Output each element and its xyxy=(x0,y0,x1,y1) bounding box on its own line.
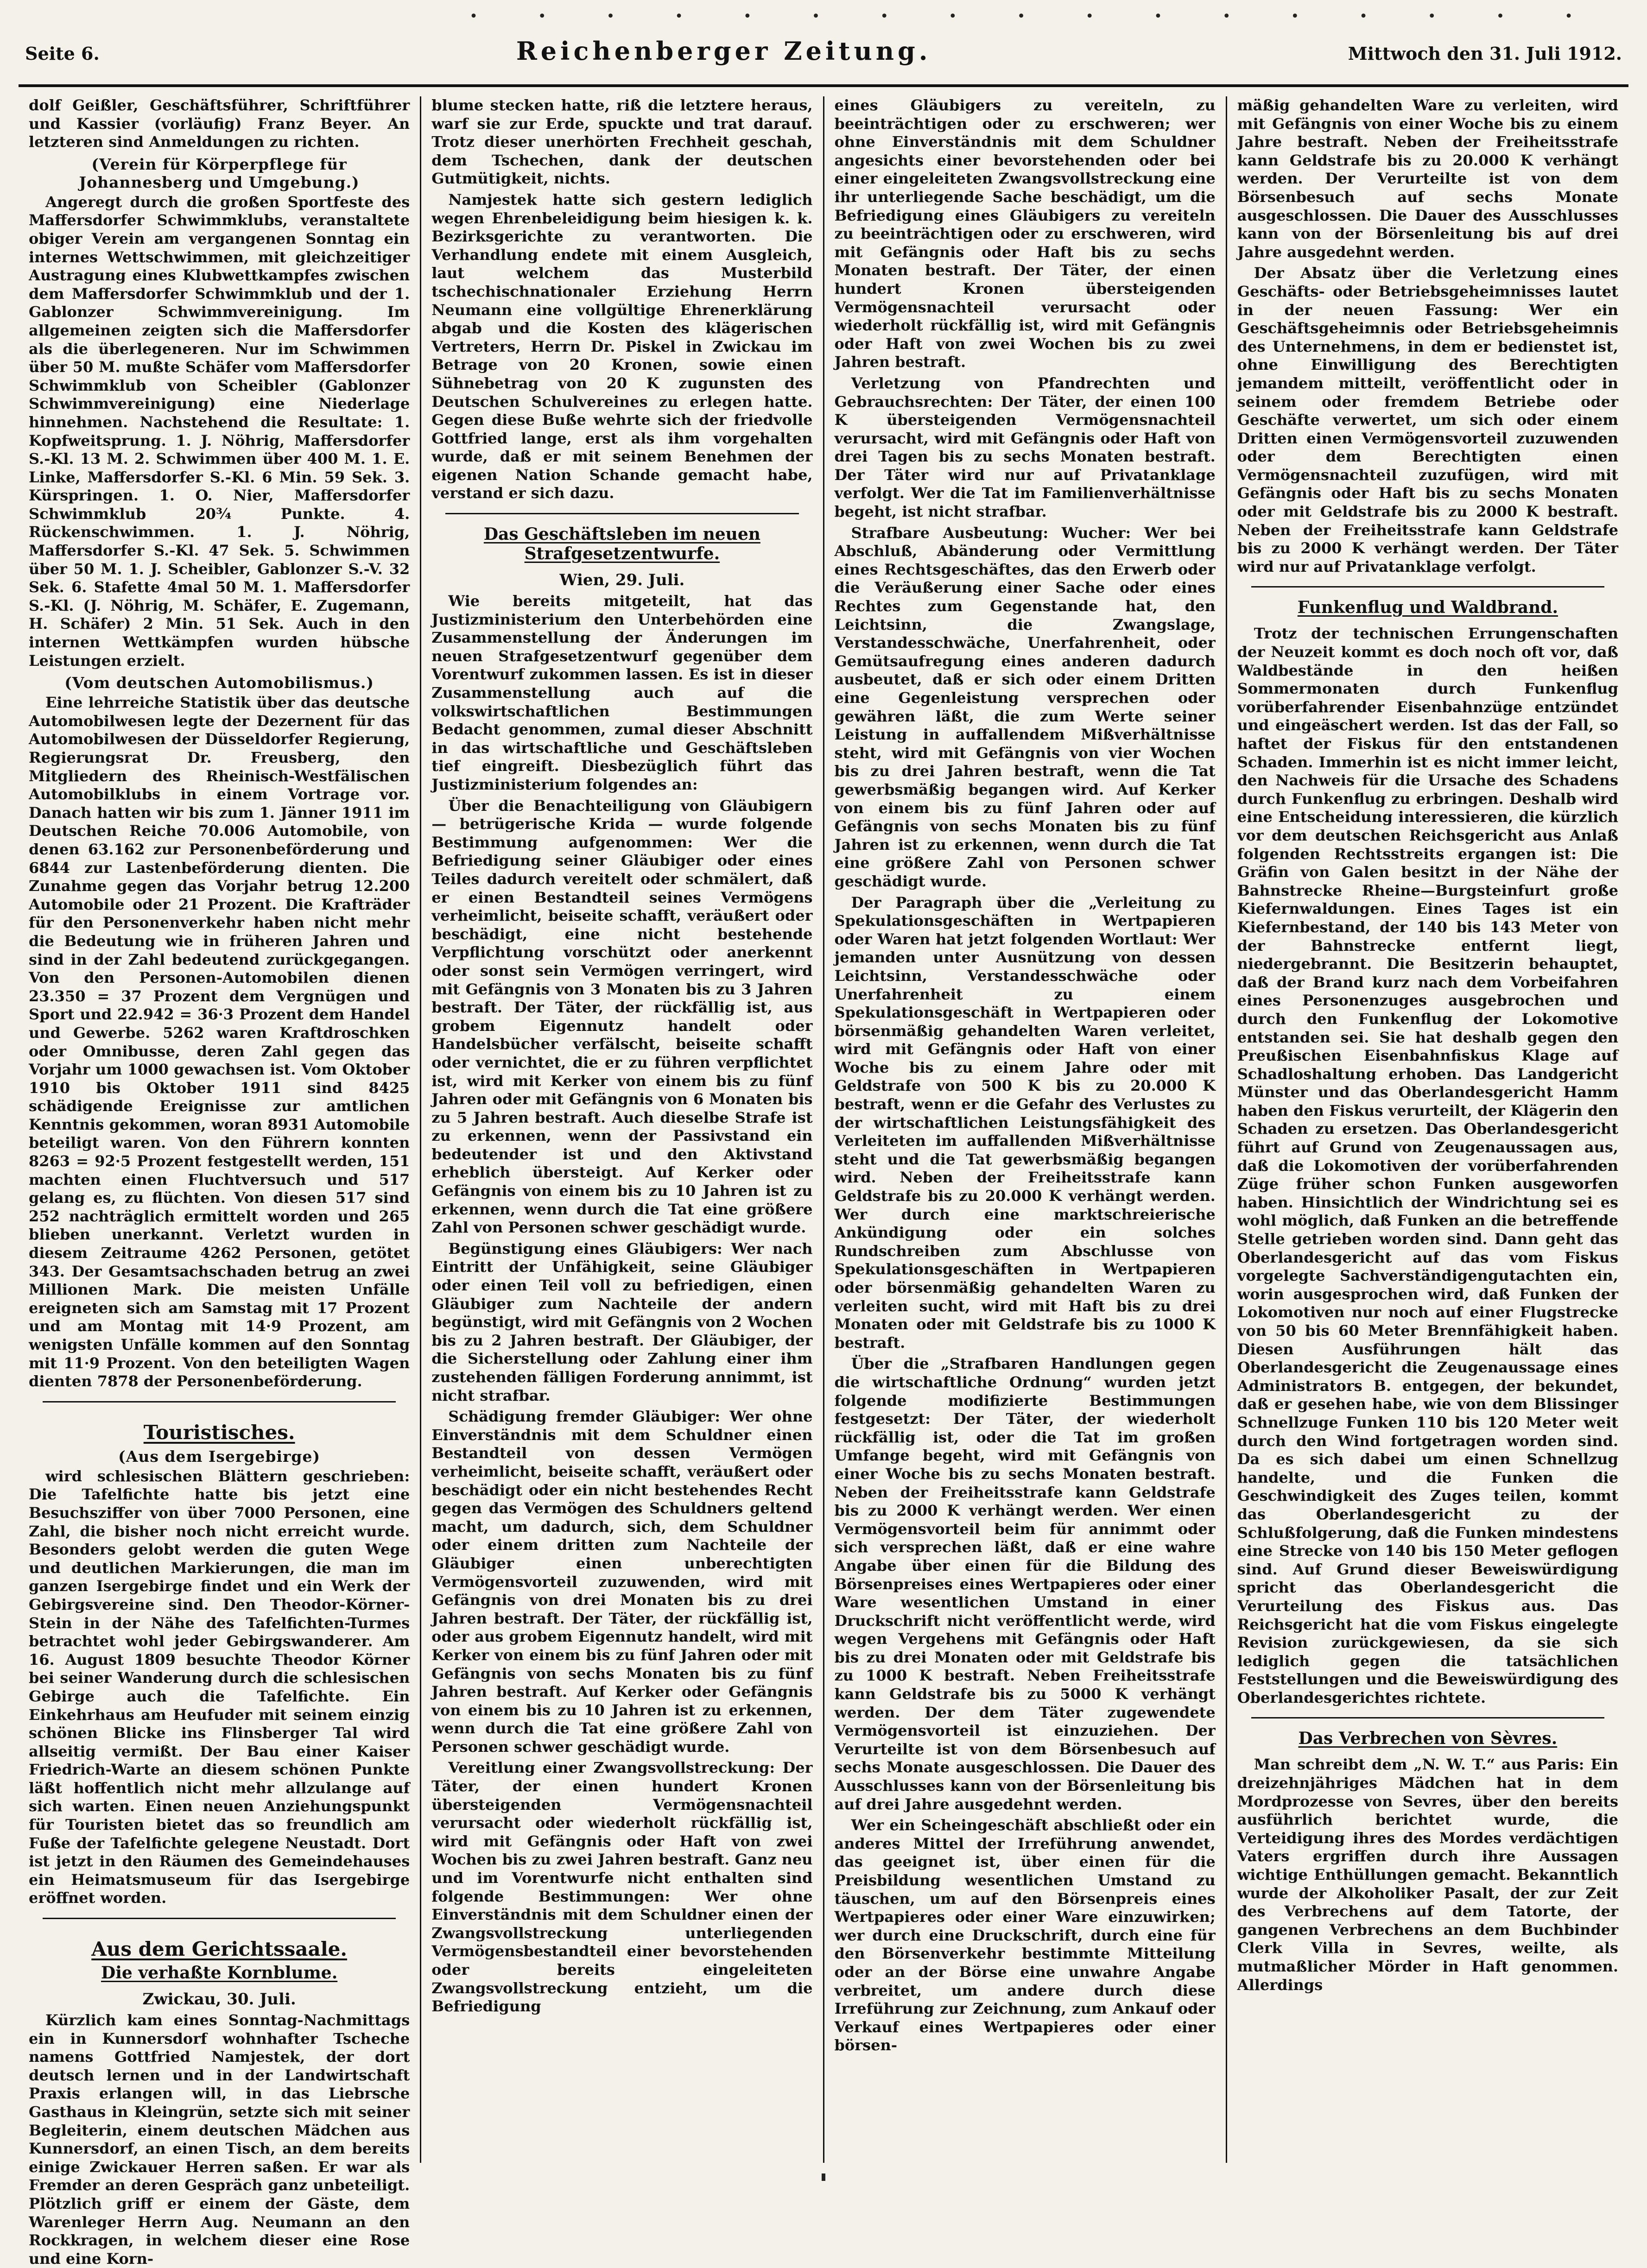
article-paragraph: mäßig gehandelten Ware zu verleiten, wird mit Gefängnis von einer Woche bis zu einem Jahre bestraft. Neben der Freiheitsstrafe kann Geldstrafe bis zu 20.000 K verhängt werden. Der Verurteilte ist von dem Börsenbesuch auf sechs Monate ausgeschlossen. Die Dauer des Ausschlusses kann von der Börsenleitung bis auf drei Jahre ausgedehnt werden. xyxy=(1237,96,1618,261)
masthead xyxy=(19,36,1628,87)
section-heading: Aus dem Gerichtssaale. xyxy=(91,1938,347,1961)
newspaper-title: Reichenberger Zeitung. xyxy=(516,36,931,66)
article-paragraph: Über die Benachteiligung von Gläubigern — betrügerische Krida — wurde folgende Bestimmung aufgenommen: Wer die Befriedigung seiner Gläubiger oder eines Teiles dadurch vereitelt oder schmälert, daß er einen Bestandteil seines Vermögens verheimlicht, beiseite schafft, veräußert oder beschädigt, eine nicht bestehende Verpflichtung vorschützt oder anerkennt oder sonst sein Vermögen verringert, wird mit Gefängnis von 3 Monaten bis zu 3 Jahren bestraft. Der Täter, der rückfällig ist, aus grobem Eigennutz handelt oder Handelsbücher verfälscht, beiseite schafft oder vernichtet, die er zu führen verpflichtet ist, wird mit Kerker von einem bis zu fünf Jahren oder mit Gefängnis von 6 Monaten bis zu 5 Jahren bestraft. Auch dieselbe Strafe ist zu erkennen, wenn der Passivstand ein bedeutender ist und den Aktivstand erheblich übersteigt. Auf Kerker oder Gefängnis von einem bis zu 10 Jahren ist zu erkennen, wenn durch die Tat eine größere Zahl von Personen schwer geschädigt wurde. xyxy=(431,796,813,1237)
dateline: Zwickau, 30. Juli. xyxy=(142,1990,296,2009)
section-divider xyxy=(445,513,798,514)
article-paragraph: wird schlesischen Blättern geschrieben: Die Tafelfichte hatte bis jetzt eine Besuchsziffer von über 7000 Personen, eine Zahl, die bisher noch nicht erreicht wurde. Besonders gelobt werden die guten Wege und deutlichen Markierungen, die man im ganzen Isergebirge findet und ein Werk der Gebirgsvereine sind. Den Theodor-Körner-Stein in der Nähe des Tafelfichten-Turmes betrachtet wohl jeder Gebirgswanderer. Am 16. August 1809 besuchte Theodor Körner bei seiner Wanderung durch die schlesischen Gebirge auch die Tafelfichte. Ein Einkehrhaus am Heufuder mit seinem einzig schönen Blicke ins Flinsberger Tal wird allseitig vermißt. Der Bau einer Kaiser Friedrich-Warte an diesem schönen Punkte läßt hoffentlich nicht mehr allzulange auf sich warten. Einen neuen Anziehungspunkt für Touristen bietet das so freundlich am Fuße der Tafelfichte gelegene Neustadt. Dort ist jetzt in den Räumen des Gemeindehauses ein Heimatsmuseum für das Isergebirge eröffnet worden. xyxy=(29,1467,410,1907)
article-paragraph: Trotz der technischen Errungenschaften der Neuzeit kommt es doch noch oft vor, daß Waldbestände in den heißen Sommermonaten durch Funkenflug vorüberfahrender Eisenbahnzüge entzündet und eingeäschert werden. Ist das der Fall, so haftet der Fiskus für den entstandenen Schaden. Immerhin ist es nicht immer leicht, den Nachweis für die Ursache des Schadens durch Funkenflug zu erbringen. Deshalb wird eine Entscheidung interessieren, die kürzlich vor dem deutschen Reichsgericht aus Anlaß folgenden Rechtsstreits ergangen ist: Die Gräfin von Galen besitzt in der Nähe der Bahnstrecke Rheine—Burgsteinfurt große Kiefernwaldungen. Eines Tages ist ein Kiefernbestand, der 140 bis 143 Meter von der Bahnstrecke entfernt liegt, niedergebrannt. Die Besitzerin behauptet, daß der Brand kurz nach dem Vorbeifahren eines Personenzuges ausgebrochen und durch den Funkenflug der Lokomotive entstanden sei. Sie hat deshalb gegen den Preußischen Eisenbahnfiskus Klage auf Schadloshaltung erhoben. Das Landgericht Münster und das Oberlandesgericht Hamm haben den Fiskus verurteilt, der Klägerin den Schaden zu ersetzen. Das Oberlandesgericht führt auf Grund von Zeugenaussagen aus, daß die Lokomotiven der vorüberfahrenden Züge früher schon Funken ausgeworfen haben. Hinsichtlich der Windrichtung sei es wohl möglich, daß Funken an die betreffende Stelle getrieben worden sind. Dann geht das Oberlandesgericht auf das vom Fiskus vorgelegte Sachverständigengutachten ein, worin ausgesprochen wird, daß Funken der Lokomotiven nur noch auf einer Flugstrecke von 50 bis 60 Meter Brennfähigkeit haben. Diesen Ausführungen hält das Oberlandesgericht die Zeugenaussage eines Administrators B. entgegen, der bekundet, daß er gesehen habe, wie von dem Blissinger Schnellzuge Funken 110 bis 120 Meter weit durch den Wind fortgetragen worden sind. Da es sich dabei um einen Schnellzug handelte, und die Funken die Geschwindigkeit des Zuges teilen, kommt das Oberlandesgericht zu der Schlußfolgerung, daß die Funken mindestens eine Strecke von 140 bis 150 Meter geflogen sind. Auf Grund dieser Beweiswürdigung spricht das Oberlandesgericht die Verurteilung des Fiskus aus. Das Reichsgericht hat die vom Fiskus eingelegte Revision zurückgewiesen, da sie sich lediglich gegen die tatsächlichen Feststellungen und die Beweiswürdigung des Oberlandesgerichtes richtete. xyxy=(1237,625,1618,1706)
dateline: Wien, 29. Juli. xyxy=(559,571,685,590)
article-headline: Funkenflug und Waldbrand. xyxy=(1297,598,1558,618)
article-paragraph: Kürzlich kam eines Sonntag-Nachmittags ein in Kunnersdorf wohnhafter Tscheche namens Gottfried Namjestek, der dort deutsch lernen und in der Landwirtschaft Praxis erlangen will, in das Liebrsche Gasthaus in Kleingrün, setzte sich mit seiner Begleiterin, einem deutschen Mädchen aus Kunnersdorf, an einen Tisch, an dem bereits einige Zwickauer Herren saßen. Er war als Fremder an deren Gespräch ganz unbeteiligt. Plötzlich griff er einem der Gäste, dem Warenleger Herrn Aug. Neumann an den Rockkragen, in welchem dieser eine Rose und eine Korn- xyxy=(29,2011,410,2268)
section-subheading: (Vom deutschen Automobilismus.) xyxy=(64,674,374,692)
article-paragraph: Der Paragraph über die „Verleitung zu Spekulationsgeschäften in Wertpapieren oder Waren hat jetzt folgenden Wortlaut: Wer jemanden unter Ausnützung von dessen Leichtsinn, Verstandesschwäche oder Unerfahrenheit zu einem Spekulationsgeschäft in Wertpapieren oder börsenmäßig gehandelten Waren verleitet, wird mit Gefängnis oder Haft von einer Woche bis zu einem Jahre oder mit Geldstrafe von 500 K bis zu 20.000 K bestraft, wenn er die Gefahr des Verlustes zu der wirtschaftlichen Leistungsfähigkeit des Verleiteten im auffallenden Mißverhältnisse steht und die Tat gewerbsmäßig begangen wird. Neben der Freiheitsstrafe kann Geldstrafe bis zu 20.000 K verhängt werden. Wer durch eine marktschreierische Ankündigung oder ein solches Rundschreiben zum Abschlusse von Spekulationsgeschäften in Wertpapieren oder börsenmäßig gehandelten Waren zu verleiten sucht, wird mit Haft bis zu drei Monaten oder mit Geldstrafe bis zu 1000 K bestraft. xyxy=(834,893,1216,1352)
section-divider xyxy=(43,1918,396,1919)
column-2 xyxy=(421,96,824,2163)
article-paragraph: Verletzung von Pfandrechten und Gebrauchsrechten: Der Täter, der einen 100 K übersteigenden Vermögensnachteil verursacht, wird mit Gefängnis oder Haft von drei Tagen bis zu sechs Monaten bestraft. Der Täter wird nur auf Privatanklage verfolgt. Wer die Tat im Familienverhältnisse begeht, ist nicht strafbar. xyxy=(834,374,1216,521)
article-paragraph: dolf Geißler, Geschäftsführer, Schriftführer und Kassier (vorläufig) Franz Beyer. An letzteren sind Anmeldungen zu richten. xyxy=(29,96,410,151)
section-subheading: (Verein für Körperpflege für Johannesberg und Umgebung.) xyxy=(79,155,360,191)
article-paragraph: Wer ein Scheingeschäft abschließt oder ein anderes Mittel der Irreführung anwendet, das geeignet ist, über einen für die Preisbildung wesentlichen Umstand zu täuschen, um auf den Börsenpreis eines Wertpapieres oder einer Ware einzuwirken; wer durch eine Druckschrift, durch eine für den Börsenverkehr bestimmte Mitteilung oder an der Börse eine unwahre Angabe verbreitet, um andere durch diese Irreführung zur Zeichnung, zum Ankauf oder Verkauf eines Wertpapieres oder einer börsen- xyxy=(834,1816,1216,2054)
section-divider xyxy=(1251,1717,1604,1718)
article-paragraph: Schädigung fremder Gläubiger: Wer ohne Einverständnis mit dem Schuldner einen Bestandteil von dessen Vermögen verheimlicht, beiseite schafft, veräußert oder beschädigt oder ein nicht bestehendes Recht gegen das Vermögen des Schuldners geltend macht, um dadurch, sich, dem Schuldner oder einem dritten zum Nachteile der Gläubiger einen unberechtigten Vermögensvorteil zuzuwenden, wird mit Gefängnis von drei Monaten bis zu drei Jahren bestraft. Der Täter, der rückfällig ist, oder aus grobem Eigennutz handelt, wird mit Kerker von einem bis zu fünf Jahren oder mit Gefängnis von sechs Monaten bis zu fünf Jahren bestraft. Auf Kerker oder Gefängnis von einem bis zu 10 Jahren ist zu erkennen, wenn durch die Tat eine größere Zahl von Personen schwer geschädigt wurde. xyxy=(431,1408,813,1756)
section-heading: Touristisches. xyxy=(143,1421,295,1444)
article-paragraph: Angeregt durch die großen Sportfeste des Maffersdorfer Schwimmklubs, veranstaltete obiger Verein am vergangenen Sonntag ein internes Wettschwimmen, mit gleichzeitiger Austragung eines Klubwettkampfes zwischen dem Maffersdorfer Schwimmklub und der 1. Gablonzer Schwimmvereinigung. Im allgemeinen zeigten sich die Maffersdorfer als die überlegeneren. Nur im Schwimmen über 50 M. mußte Schäfer vom Maffersdorfer Schwimmklub von Scheibler (Gablonzer Schwimmvereinigung) eine Niederlage hinnehmen. Nachstehend die Resultate: 1. Kopfweitsprung. 1. J. Nöhrig, Maffersdorfer S.-Kl. 13 M. 2. Schwimmen über 400 M. 1. E. Linke, Maffersdorfer S.-Kl. 6 Min. 59 Sek. 3. Kürspringen. 1. O. Nier, Maffersdorfer Schwimmklub 20¾ Punkte. 4. Rückenschwimmen. 1. J. Nöhrig, Maffersdorfer S.-Kl. 47 Sek. 5. Schwimmen über 50 M. 1. J. Scheibler, Gablonzer S.-V. 32 Sek. 6. Stafette 4mal 50 M. 1. Maffersdorfer S.-Kl. (J. Nöhrig, M. Schäfer, E. Zugemann, H. Schäfer) 2 Min. 51 Sek. Auch in den internen Wettkämpfen wurden hübsche Leistungen erzielt. xyxy=(29,193,410,670)
section-subheading: (Aus dem Isergebirge) xyxy=(118,1447,321,1466)
column-3 xyxy=(824,96,1227,2163)
article-paragraph: Strafbare Ausbeutung: Wucher: Wer bei Abschluß, Abänderung oder Vermittlung eines Rechtsgeschäftes, das den Erwerb oder die Veräußerung einer Sache oder eines Rechtes zum Gegenstande hat, den Leichtsinn, die Zwangslage, Verstandesschwäche, Unerfahrenheit, oder Gemütsaufregung eines anderen dadurch ausbeutet, daß er sich oder einem Dritten eine Gegenleistung versprechen oder gewähren läßt, die zum Werte seiner Leistung in auffallendem Mißverhältnisse steht, wird mit Gefängnis von vier Wochen bis zu drei Jahren bestraft, wenn die Tat gewerbsmäßig begangen wird. Auf Kerker von einem bis zu fünf Jahren oder auf Gefängnis von sechs Monaten bis zu fünf Jahren ist zu erkennen, wenn durch die Tat eine größere Zahl von Personen schwer geschädigt wurde. xyxy=(834,524,1216,890)
article-paragraph: Eine lehrreiche Statistik über das deutsche Automobilwesen legte der Dezernent für das Automobilwesen der Düsseldorfer Regierung, Regierungsrat Dr. Freusberg, den Mitgliedern des Rheinisch-Westfälischen Automobilklubs in einem Vortrage vor. Danach hatten wir bis zum 1. Jänner 1911 im Deutschen Reiche 70.006 Automobile, von denen 63.162 zur Personenbeförderung und 6844 zur Lastenbeförderung dienten. Die Zunahme gegen das Vorjahr betrug 12.200 Automobile oder 21 Prozent. Die Krafträder für den Personenverkehr haben nicht mehr die Bedeutung wie in früheren Jahren und sind in der Zahl bedeutend zurückgegangen. Von den Personen-Automobilen dienen 23.350 = 37 Prozent dem Vergnügen und Sport und 22.942 = 36·3 Prozent dem Handel und Gewerbe. 5262 waren Kraftdroschken oder Omnibusse, deren Zahl gegen das Vorjahr um 1000 gewachsen ist. Vom Oktober 1910 bis Oktober 1911 sind 8425 schädigende Ereignisse zur amtlichen Kenntnis gekommen, woran 8931 Automobile beteiligt waren. Von den Führern konnten 8263 = 92·5 Prozent festgestellt werden, 151 machten einen Fluchtversuch und 517 gelang es, zu flüchten. Von diesen 517 sind 252 nachträglich ermittelt worden und 265 blieben unerkannt. Verletzt wurden in diesem Zeitraume 4262 Personen, getötet 343. Der Gesamtsachschaden betrug an zwei Millionen Mark. Die meisten Unfälle ereigneten sich am Samstag mit 17 Prozent und am Montag mit 14·9 Prozent, am wenigsten Unfälle kommen auf den Sonntag mit 11·9 Prozent. Von den beteiligten Wagen dienten 7878 der Personenbeförderung. xyxy=(29,694,410,1390)
article-paragraph: Namjestek hatte sich gestern lediglich wegen Ehrenbeleidigung beim hiesigen k. k. Bezirksgerichte zu verantworten. Die Verhandlung endete mit einem Ausgleich, laut welchem das Musterbild tschechischnationaler Erziehung Herrn Neumann eine vollgültige Ehrenerklärung abgab und die Kosten des klägerischen Vertreters, Herrn Dr. Piskel in Zwickau im Betrage von 20 Kronen, sowie einen Sühnebetrag von 20 K zugunsten des Deutschen Schulvereines zu erlegen hatte. Gegen diese Buße wehrte sich der friedvolle Gottfried lange, erst als ihm vorgehalten wurde, daß er mit seinem Benehmen der eigenen Nation Schande gemacht habe, verstand er sich dazu. xyxy=(431,190,813,502)
bottom-margin-mark xyxy=(822,2173,825,2181)
article-headline: Das Geschäftsleben im neuen Strafgesetzentwurfe. xyxy=(483,524,760,564)
article-paragraph: Über die „Strafbaren Handlungen gegen die wirtschaftliche Ordnung“ wurden jetzt folgende modifizierte Bestimmungen festgesetzt: Der Täter, der wiederholt rückfällig ist, oder die Tat im großen Umfange begeht, wird mit Gefängnis von einer Woche bis zu sechs Monaten bestraft. Neben der Freiheitsstrafe kann Geldstrafe bis zu 2000 K verhängt werden. Wer einen Vermögensvorteil beim für annimmt oder sich versprechen läßt, daß er eine wahre Angabe über einen für die Bildung des Börsenpreises eines Wertpapieres oder einer Ware wesentlichen Umstand in einer Druckschrift nicht veröffentlicht werde, wird wegen Vergehens mit Gefängnis oder Haft bis zu drei Monaten oder mit Geldstrafe bis zu 1000 K bestraft. Neben Freiheitsstrafe kann Geldstrafe bis zu 5000 K verhängt werden. Der dem Täter zugewendete Vermögensvorteil ist einzuziehen. Der Verurteilte ist von dem Börsenbesuch auf sechs Monate ausgeschlossen. Die Dauer des Ausschlusses kann von der Börsenleitung bis auf drei Jahre ausgedehnt werden. xyxy=(834,1355,1216,1813)
article-paragraph: Vereitlung einer Zwangsvollstreckung: Der Täter, der einen hundert Kronen übersteigenden Vermögensnachteil verursacht oder wiederholt rückfällig ist, wird mit Gefängnis oder Haft von zwei Wochen bis zu zwei Jahren bestraft. Ganz neu und im Vorentwurfe nicht enthalten sind folgende Bestimmungen: Wer ohne Einverständnis mit dem Schuldner einen der Zwangsvollstreckung unterliegenden Vermögensbestandteil einer bevorstehenden oder bereits eingeleiteten Zwangsvollstreckung entzieht, um die Befriedigung xyxy=(431,1759,813,2015)
top-margin-dots: ••••••••••••••••• xyxy=(469,8,1633,25)
column-4 xyxy=(1227,96,1628,2163)
article-columns xyxy=(19,87,1628,2268)
section-divider xyxy=(1251,586,1604,588)
article-paragraph: blume stecken hatte, riß die letztere heraus, warf sie zur Erde, spuckte und trat darauf. Trotz dieser unerhörten Frechheit geschah, dem Tschechen, dank der deutschen Gutmütigkeit, nichts. xyxy=(431,96,813,188)
article-paragraph: Begünstigung eines Gläubigers: Wer nach Eintritt der Unfähigkeit, seine Gläubiger oder einen Teil voll zu befriedigen, einen Gläubiger zum Nachteile der andern begünstigt, wird mit Gefängnis von 2 Wochen bis zu 2 Jahren bestraft. Der Gläubiger, der die Sicherstellung oder Zahlung einer ihm zustehenden fälligen Forderung annimmt, ist nicht strafbar. xyxy=(431,1239,813,1404)
article-headline: Das Verbrechen von Sèvres. xyxy=(1298,1729,1558,1749)
issue-date: Mittwoch den 31. Juli 1912. xyxy=(1348,43,1622,64)
column-1 xyxy=(19,96,421,2268)
article-paragraph: Wie bereits mitgeteilt, hat das Justizministerium den Unterbehörden eine Zusammenstellung der Änderungen im neuen Strafgesetzentwurf gegenüber dem Vorentwurf zukommen lassen. Es ist in dieser Zusammenstellung auch auf die volkswirtschaftlichen Bestimmungen Bedacht genommen, zumal dieser Abschnitt in das wirtschaftliche und Geschäftsleben tief eingreift. Diesbezüglich führt das Justizministerium folgendes an: xyxy=(431,592,813,793)
article-paragraph: Der Absatz über die Verletzung eines Geschäfts- oder Betriebsgeheimnisses lautet in der neuen Fassung: Wer ein Geschäftsgeheimnis oder Betriebsgeheimnis des Unternehmens, in dem er bedienstet ist, ohne Einwilligung des Berechtigten jemandem mitteilt, veröffentlicht oder in seinem oder fremdem Betriebe oder Geschäfte verwertet, um sich oder einem Dritten einen Vermögensvorteil zuzuwenden oder dem Berechtigten einen Vermögensnachteil zuzufügen, wird mit Gefängnis oder Haft bis zu sechs Monaten oder mit Geldstrafe bis zu 2000 K bestraft. Neben der Freiheitsstrafe kann Geldstrafe bis zu 2000 K verhängt werden. Der Täter wird nur auf Privatanklage verfolgt. xyxy=(1237,264,1618,575)
article-paragraph: eines Gläubigers zu vereiteln, zu beeinträchtigen oder zu erschweren; wer ohne Einverständnis mit dem Schuldner angesichts einer bevorstehenden oder bei einer eingeleiteten Zwangsvollstreckung eine ihr unterliegende Sache beschädigt, um die Befriedigung eines Gläubigers zu vereiteln zu beeinträchtigen oder zu erschweren, wird mit Gefängnis oder Haft bis zu sechs Monaten bestraft. Der Täter, der einen hundert Kronen übersteigenden Vermögensnachteil verursacht oder wiederholt rückfällig ist, wird mit Gefängnis oder Haft von zwei Wochen bis zu zwei Jahren bestraft. xyxy=(834,96,1216,371)
article-headline: Die verhaßte Kornblume. xyxy=(101,1963,338,1983)
article-paragraph: Man schreibt dem „N. W. T.“ aus Paris: Ein dreizehnjähriges Mädchen hat in dem Mordprozesse von Sevres, über den bereits ausführlich berichtet wurde, die Verteidigung ihres des Mordes verdächtigen Vaters ergriffen durch ihre Aussagen wichtige Enthüllungen gemacht. Bekanntlich wurde der Alkoholiker Pasalt, der zur Zeit des Verbrechens auf dem Tatorte, der gangenen Verbrechens an dem Buchbinder Clerk Villa in Sevres, weilte, als mutmaßlicher Mörder in Haft genommen. Allerdings xyxy=(1237,1756,1618,1994)
page-number: Seite 6. xyxy=(25,43,100,64)
section-divider xyxy=(43,1401,396,1402)
